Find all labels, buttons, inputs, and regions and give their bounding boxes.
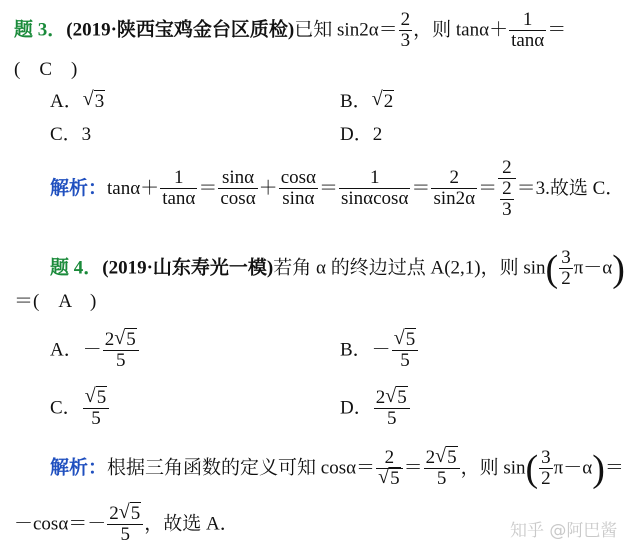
q3-solution: 解析：tanα＋ $\frac{1}{\tan\alpha}$ ＝ $\frac{\sin\alpha}{\cos\alpha}$ ＋ $\frac{\cos\alpha}{\sin\alpha}$ ＝ $\frac{1}{\sin\alpha\cos\alpha}$ ＝ $\frac{2}{\sin 2\alpha}$ ＝ $\frac{2}{\frac{2}{3}}$ ＝3.故选 C． [50, 157, 625, 220]
q4-answer: ＝( A ) [14, 291, 97, 312]
q3-option-a: A．√ 3 [50, 92, 105, 111]
q3-answer: ( C ) [14, 59, 78, 80]
q4-solution-line1: 解析：根据三角函数的定义可知 cosα＝ 2 √ 5 ＝ $\frac{2√ 5}{5}$ ，则 sin( $\frac{3}{2}$ π－α)＝ [50, 448, 624, 490]
q3-title: 题 3． [14, 19, 67, 41]
q4-stem-line: 题 4．(2019·山东寿光一模)若角 α 的终边过点 A(2,1)，则 sin( $\frac{3}{2}$ π－α) [50, 247, 625, 290]
q4-option-d: D． $\frac{2√ 5}{5}$ [340, 388, 411, 430]
q4-solution-line2: －cosα＝－ $\frac{2√ 5}{5}$ ，故选 A． [14, 504, 239, 546]
q3-stem-line [14, 10, 566, 52]
q3-option-d: D．2 [340, 124, 383, 145]
q3-given-fraction: $\frac{2}{3}$ [400, 9, 411, 51]
q3-target-fraction: $\frac{1}{\tan\alpha}$ [511, 9, 545, 51]
q3-stem-b: ，则 tanα＋ [413, 19, 509, 41]
q3-stem-a: 已知 sin2α＝ [294, 19, 398, 41]
q4-solution-label: 解析： [50, 457, 108, 479]
q4-option-b: B．－ √ $\frac{5}{5}$ [340, 330, 419, 372]
q4-title: 题 4． [50, 257, 103, 279]
q4-option-a: A．－ $\frac{2√ 5}{5}$ [50, 330, 140, 372]
watermark-text: 知乎 @阿巴酱 [510, 521, 618, 541]
q4-source: (2019·山东寿光一模) [102, 257, 274, 279]
q3-option-b: B．√ 2 [340, 92, 394, 111]
q3-source: (2019·陕西宝鸡金台区质检) [66, 19, 295, 41]
q4-option-c: C． √ $\frac{5}{5}$ [50, 388, 110, 430]
q3-stem-c: ＝ [547, 19, 567, 41]
q3-solution-label: 解析： [50, 177, 108, 199]
q3-option-c: C．3 [50, 124, 92, 145]
